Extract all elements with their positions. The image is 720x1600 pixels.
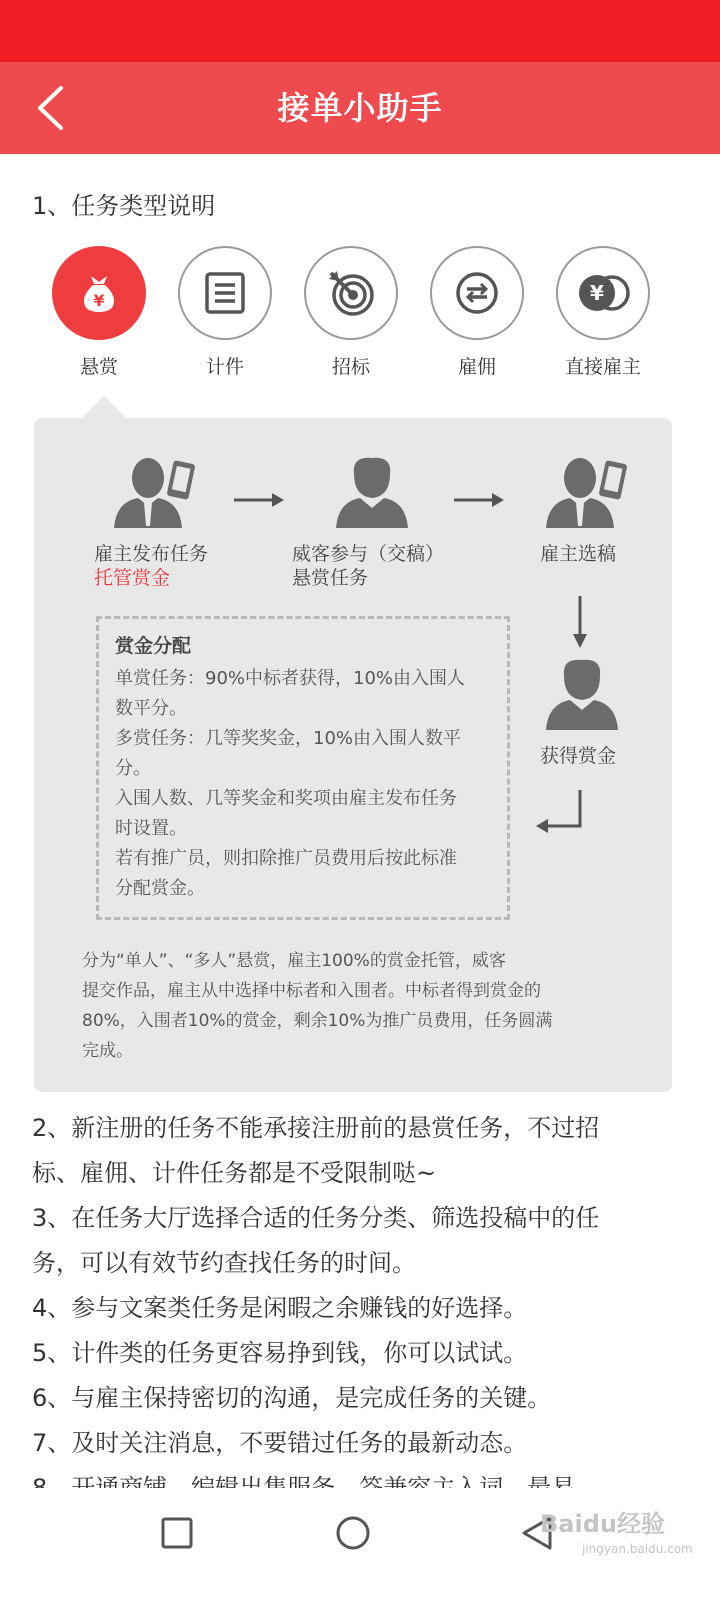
task-type-bidding[interactable]	[296, 246, 406, 379]
rule-line: 分。	[115, 758, 151, 779]
flow-step-receive: 获得赏金	[540, 745, 617, 767]
flow-step-select: 雇主选稿	[540, 543, 617, 565]
description-line: 完成。	[82, 1041, 133, 1061]
arrow-right-icon	[454, 490, 506, 510]
task-type-label: 悬赏	[79, 356, 118, 378]
reward-winner-icon	[542, 658, 622, 732]
watermark	[540, 1504, 710, 1564]
panel-pointer	[82, 396, 126, 418]
watermark-url: jingyan.baidu.com	[582, 1542, 693, 1556]
rule-line: 多赏任务：几等奖奖金，10%由入围人数平	[115, 728, 462, 749]
reward-description	[82, 946, 642, 1066]
flow-step-reward-task: 悬赏任务	[292, 567, 369, 589]
rules-title: 赏金分配	[115, 635, 192, 657]
flow-panel	[34, 418, 672, 1092]
task-type-label: 雇佣	[457, 356, 496, 378]
tip-line: 3、在任务大厅选择合适的任务分类、筛选投稿中的任	[32, 1204, 600, 1232]
tip-line: 7、及时关注消息，不要错过任务的最新动态。	[32, 1429, 528, 1457]
arrow-down-icon	[570, 596, 590, 650]
tip-line: 5、计件类的任务更容易挣到钱，你可以试试。	[32, 1339, 528, 1367]
tip-line: 2、新注册的任务不能承接注册前的悬赏任务，不过招	[32, 1114, 600, 1142]
square-icon	[161, 1517, 193, 1549]
section-title: 1、任务类型说明	[32, 192, 216, 220]
status-bar	[0, 0, 720, 62]
money-bag-icon	[52, 246, 146, 340]
arrow-right-icon	[234, 490, 286, 510]
document-icon	[178, 246, 272, 340]
rule-line: 分配赏金。	[115, 878, 205, 899]
task-type-label: 招标	[331, 356, 370, 378]
employer-select-icon	[542, 456, 632, 530]
svg-text:¥: ¥	[93, 291, 105, 310]
tip-line: 6、与雇主保持密切的沟通，是完成任务的关键。	[32, 1384, 552, 1412]
rule-line: 若有推广员，则扣除推广员费用后按此标准	[115, 848, 457, 869]
chevron-left-icon	[35, 84, 65, 132]
description-line: 80%，入围者10%的赏金，剩余10%为推广员费用，任务圆满	[82, 1011, 553, 1031]
task-type-direct-employer[interactable]	[548, 246, 658, 379]
page-title: 接单小助手	[277, 89, 443, 127]
coins-icon	[556, 246, 650, 340]
recent-apps-button[interactable]	[154, 1510, 200, 1556]
watermark-text: Baidu经验	[540, 1510, 665, 1538]
description-line: 分为“单人”、“多人”悬赏，雇主100%的赏金托管，威客	[82, 951, 506, 971]
task-type-label: 直接雇主	[564, 356, 641, 378]
employer-icon	[110, 456, 200, 530]
nav-bar	[0, 62, 720, 154]
task-type-piecework[interactable]	[170, 246, 280, 379]
circle-icon	[335, 1515, 371, 1551]
tip-line: 务，可以有效节约查找任务的时间。	[32, 1249, 416, 1277]
task-type-label: 计件	[205, 356, 244, 378]
task-type-employ[interactable]	[422, 246, 532, 379]
worker-icon	[332, 456, 412, 530]
tip-line: 标、雇佣、计件任务都是不受限制哒~	[32, 1159, 437, 1187]
home-button[interactable]	[330, 1510, 376, 1556]
flow-step-escrow: 托管赏金	[94, 567, 171, 589]
tip-line: 4、参与文案类任务是闲暇之余赚钱的好选择。	[32, 1294, 528, 1322]
rule-line: 数平分。	[115, 698, 187, 719]
task-type-reward[interactable]	[44, 246, 154, 379]
rule-line: 入围人数、几等奖金和奖项由雇主发布任务	[115, 788, 457, 809]
flow-step-publish: 雇主发布任务	[94, 543, 209, 565]
reward-distribution-box	[96, 616, 510, 920]
description-line: 提交作品，雇主从中选择中标者和入围者。中标者得到赏金的	[82, 981, 541, 1001]
rule-line: 单赏任务：90%中标者获得，10%由入围人	[115, 668, 466, 689]
flow-step-participate: 威客参与（交稿）	[292, 543, 445, 565]
tips-list	[32, 1106, 672, 1486]
rule-line: 时设置。	[115, 818, 187, 839]
svg-text:¥: ¥	[590, 281, 604, 305]
exchange-icon	[430, 246, 524, 340]
arrow-return-icon	[534, 788, 590, 838]
back-button[interactable]	[22, 80, 78, 136]
target-icon	[304, 246, 398, 340]
